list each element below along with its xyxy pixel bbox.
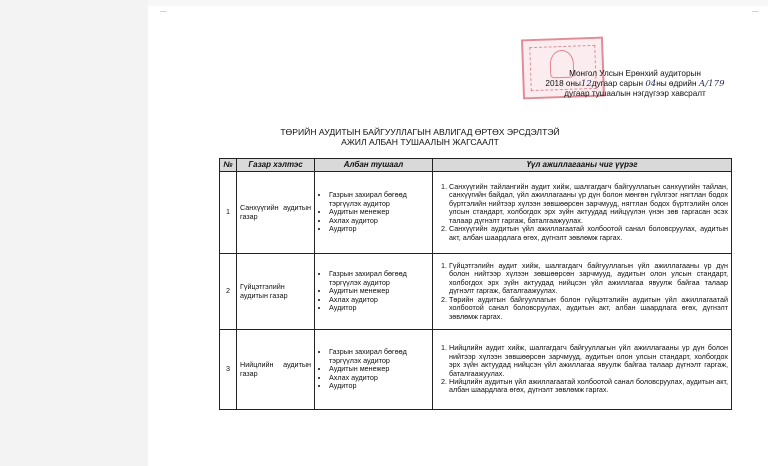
position-item: • Газрын захирал бөгөөд тэргүүлэх аудитор — [329, 191, 429, 208]
position-item: • Аудитын менежер — [329, 365, 429, 373]
row-number: 3 — [220, 330, 237, 410]
scan-border-top — [148, 0, 768, 6]
position-item: • Аудитор — [329, 382, 429, 390]
document-title-line-2: АЖИЛ АЛБАН ТУШААЛЫН ЖАГСААЛТ — [341, 137, 499, 147]
position-item: • Ахлах аудитор — [329, 217, 429, 225]
position-item: • Аудитор — [329, 225, 429, 233]
row-number: 1 — [220, 172, 237, 254]
duty-item: 2. Санхүүгийн аудитын үйл ажиллагаатай холбоотой санал боловсруулах, аудитын акт, албан шаардлага өгөх, дүгнэлт зөвлөмж гаргах. — [449, 225, 728, 242]
duties-cell — [433, 330, 732, 410]
table-header-row — [220, 159, 732, 172]
table-row — [220, 254, 732, 330]
position-item: • Газрын захирал бөгөөд тэргүүлэх аудитор — [329, 348, 429, 365]
approval-day-handwritten: 04 — [645, 79, 657, 89]
position-item: • Аудитын менежер — [329, 287, 429, 295]
position-item: • Газрын захирал бөгөөд тэргүүлэх аудитор — [329, 270, 429, 287]
department-name: Гүйцэтгэлийн аудитын газар — [237, 254, 315, 330]
table-row — [220, 172, 732, 254]
position-item: • Аудитын менежер — [329, 208, 429, 216]
row-number: 2 — [220, 254, 237, 330]
position-item: • Ахлах аудитор — [329, 296, 429, 304]
positions-cell — [315, 330, 433, 410]
duty-item: 1. Гүйцэтгэлийн аудит хийж, шалгагдагч байгууллагын үйл ажиллагааны үр дүн болон нийтээр хүлээн зөвшөөрсөн зарчмууд, аудитын олон улсын стандарт, холбогдох эрх зүйн актуудад нийцсэн үйл ажиллагаа явуулж байгаа талаар дүгнэлт гаргаж, баталгаажуулах. — [449, 262, 728, 296]
duties-cell — [433, 254, 732, 330]
approval-note — [530, 69, 740, 99]
positions-cell — [315, 254, 433, 330]
duty-item: 2. Нийцлийн аудитын үйл ажиллагаатай холбоотой санал боловсруулах, аудитын акт, албан шаардлага өгөх, дүгнэлт зөвлөмж гаргах. — [449, 378, 728, 395]
column-header-department: Газар хэлтэс — [237, 159, 315, 172]
approval-line-1: Монгол Улсын Ерөнхий аудиторын — [569, 69, 701, 78]
department-name: Санхүүгийн аудитын газар — [237, 172, 315, 254]
approval-month-suffix: дугаар сарын — [591, 79, 644, 88]
duty-item: 2. Төрийн аудитын байгууллагын болон гүйцэтгэлийн аудитын үйл ажиллагаатай холбоотой санал боловсруулах, аудитын акт, албан шаардлага өгөх, дүгнэлт зөвлөмж гаргах. — [449, 296, 728, 321]
approval-month-handwritten: 12 — [580, 79, 592, 89]
duty-item: 1. Нийцлийн аудит хийж, шалгагдагч байгууллагын үйл ажиллагааны үр дүн болон нийтээр хүлээн зөвшөөрсөн зарчмууд, аудитын олон улсын стандарт, холбогдох эрх зүйн актуудад нийцсэн үйл ажиллагаа явуулж байгаа талаар дүгнэлт гаргаж, баталгаажуулах. — [449, 344, 728, 378]
scan-mark — [160, 11, 166, 12]
scan-mark — [752, 11, 758, 12]
positions-cell — [315, 172, 433, 254]
position-item: • Ахлах аудитор — [329, 374, 429, 382]
approval-order-number-handwritten: А/179 — [698, 79, 725, 89]
column-header-duties: Үүл ажиллагааны чиг үүрэг — [433, 159, 732, 172]
scan-border-left — [0, 0, 148, 466]
column-header-number: № — [220, 159, 237, 172]
document-title-line-1: ТӨРИЙН АУДИТЫН БАЙГУУЛЛАГЫН АВЛИГАД ӨРТӨХ ЭРСДЭЛТЭЙ — [280, 127, 560, 137]
position-item: • Аудитор — [329, 304, 429, 312]
department-name: Нийцлийн аудитын газар — [237, 330, 315, 410]
duties-cell — [433, 172, 732, 254]
positions-table — [219, 158, 732, 410]
approval-line-2 — [530, 79, 740, 89]
document-title — [240, 127, 600, 147]
approval-line-3: дугаар тушаалын нэгдүгээр хавсралт — [564, 89, 706, 98]
column-header-position: Албан тушаал — [315, 159, 433, 172]
approval-day-suffix: ны өдрийн — [656, 79, 697, 88]
table-row — [220, 330, 732, 410]
approval-year: 2018 оны — [545, 79, 581, 88]
duty-item: 1. Санхүүгийн тайлангийн аудит хийж, шалгагдагч байгууллагын санхүүгийн тайлан, санхүүгийн байдал, үйл ажиллагааны үр дүн болон мөнгөн гүйлгээг нягтлан бодох бүртгэлийн нийтээр хүлээн зөвшөөрсөн зарчмууд, нягтлан бодох бүртгэлийн олон улсын стандарт, холбогдох эрх зүйн актуудад нийцүүлэн үнэн зөв гаргасан эсэх талаар дүгнэлт гаргаж, баталгаажуулах. — [449, 183, 728, 225]
